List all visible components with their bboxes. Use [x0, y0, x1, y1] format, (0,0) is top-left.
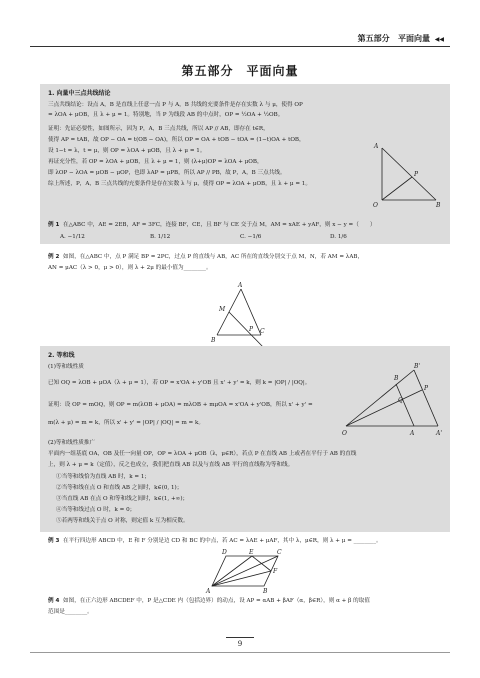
fig-label-O: O	[342, 430, 347, 437]
example3-label: 例 3	[48, 538, 60, 544]
example4-text: 如图，在正六边形 ABCDEF 中，P 是△CDE 内（包括边界）的动点，设 AP = αAB + βAF（α，β∈R），则 α + β 的取值	[63, 598, 370, 604]
section2-sub2: (2)等和线性质推广	[48, 440, 96, 446]
fig-label-B: B	[211, 337, 216, 344]
example3-question	[48, 538, 382, 545]
example4-line1	[48, 598, 370, 605]
header-topic: 平面向量	[397, 34, 430, 43]
section2-heading: 2. 等和线	[48, 352, 75, 359]
section2-item: ②当等和线在点 O 和直线 AB 之间时，k∈(0, 1)；	[56, 485, 183, 491]
section1-conclusion: 综上所述，P，A，B 三点共线的充要条件是存在实数 λ 与 μ，使得 OP = λOA + μOB，且 λ + μ = 1。	[48, 181, 311, 187]
fig-label-M: M	[219, 306, 226, 313]
parallelogram-figure	[206, 548, 286, 594]
example1-option-d: D. 1/6	[330, 234, 347, 240]
section2-item: ①当等和线恰为直线 AB 时，k = 1；	[56, 474, 151, 480]
fig-label-B-prime: B'	[414, 363, 421, 370]
fig-label-C: C	[277, 549, 282, 556]
section2-proof-line: 证明：设 OP = mOQ，则 OP = m(λOB + μOA) = mλOB + mμOA = x'OA + y'OB，所以 x' + y' =	[48, 402, 313, 408]
fig-label-Q: Q	[398, 397, 403, 404]
example3-text: 在平行四边形 ABCD 中，E 和 F 分别是边 CD 和 BC 的中点，若 AC = λAE + μAF，其中 λ，μ∈R，则 λ + μ = ________。	[63, 538, 382, 544]
header-part: 第五部分	[357, 34, 390, 43]
fig-label-B: B	[436, 202, 441, 209]
example2-line1	[48, 254, 363, 261]
fig-label-A: A	[410, 430, 415, 437]
example2-label: 例 2	[48, 254, 60, 260]
section1-proof-line: 使得 AP = tAB，故 OP − OA = t(OB − OA)，所以 OP = OA + tOB − tOA = (1−t)OA + tOB，	[48, 137, 305, 143]
fig-label-A: A	[206, 588, 211, 595]
section2-sub1: (1)等和线性质	[48, 364, 84, 370]
example1-option-a: A. −1/12	[60, 234, 85, 240]
page-title: 第五部分 平面向量	[181, 64, 299, 78]
example4-label: 例 4	[48, 598, 60, 604]
example2-text: 如图，在△ABC 中，点 P 满足 BP = 2PC，过点 P 的直线与 AB，AC 所在的直线分别交于点 M，N，若 AM = λAB，	[63, 254, 364, 260]
fig-label-P: P	[249, 326, 254, 333]
section1-proof-line: 证明：先证必要性，如图所示，因为 P，A，B 三点共线，所以 AP // AB，即存在 t∈R，	[48, 126, 269, 132]
example2-line2: AN = μAC（λ > 0，μ > 0），则 λ + 2μ 的最小值为________。	[48, 265, 212, 271]
fig-label-P: P	[414, 171, 419, 178]
running-header	[358, 33, 444, 44]
example1-option-b: B. 1/12	[150, 234, 171, 240]
fig-label-C: C	[260, 328, 265, 335]
example4-line2: 范围是________。	[48, 609, 93, 615]
example2-triangle-figure	[205, 283, 275, 353]
section2-item: ④当等和线过点 O 时，k = 0；	[56, 507, 136, 513]
section2-item: ⑤若两等和线关于点 O 对称，则定值 k 互为相反数。	[56, 518, 189, 524]
section2-property-line: 已知 OQ = λOB + μOA（λ + μ = 1），若 OP = x'OA + y'OB 且 x' + y' = k，则 k = |OP| / |OQ|。	[48, 380, 311, 386]
section1-proof-line: 设 1−t = λ，t = μ，则 OP = λOA + μOB，且 λ + μ = 1。	[48, 148, 206, 154]
page-number-rule	[226, 637, 254, 638]
fig-label-F: F	[273, 568, 278, 575]
section1-line: 三点共线结论：设点 A，B 是直线上任意一点 P 与 A，B 共线的充要条件是存在实数 λ 与 μ，使得 OP	[48, 102, 303, 108]
fig-label-D: D	[222, 549, 227, 556]
section2-proof-line: m(λ + μ) = m = k，所以 x' + y' = |OP| / |OQ| = m = k。	[48, 420, 204, 426]
page-number: 9	[237, 640, 243, 648]
fig-label-O: O	[373, 202, 378, 209]
fig-label-A: A	[238, 282, 243, 289]
example1-option-c: C. −1/6	[240, 234, 262, 240]
example1-question	[48, 222, 376, 229]
collinear-triangle-figure	[370, 140, 450, 212]
header-arrow-icon: ◀◀	[434, 36, 444, 43]
section2-item: ③当直线 AB 在点 O 和等和线之间时，k∈(1, +∞)；	[56, 496, 189, 502]
fig-label-P: P	[424, 385, 429, 392]
equal-sum-line-figure	[342, 360, 448, 440]
fig-label-B: B	[263, 588, 268, 595]
footer-rule	[30, 652, 450, 653]
section1-heading: 1. 向量中三点共线结论	[48, 90, 111, 97]
fig-label-B: B	[394, 375, 399, 382]
fig-label-A-prime: A'	[436, 430, 442, 437]
section2-generalization-line: 平面内一组基底 OA，OB 及任一向量 OP，OP = λOA + μOB（λ，μ∈R），若点 P 在直线 AB 上或者在平行于 AB 的直线	[48, 451, 357, 457]
example1-text: 在△ABC 中，AE = 2EB，AF = 3FC，连接 BF，CE，且 BF 与 CE 交于点 M，AM = xAE + yAF，则 x − y =（ ）	[63, 222, 376, 228]
section2-generalization-line: 上，则 λ + μ = k（定值），反之也成立，我们把直线 AB 以及与直线 AB 平行的直线称为等和线。	[48, 462, 294, 468]
example1-label: 例 1	[48, 222, 60, 228]
fig-label-E: E	[249, 549, 254, 556]
section1-line: = λOA + μOB，且 λ + μ = 1。特别地，当 P 为线段 AB 的中点时，OP = ½OA + ½OB。	[48, 112, 284, 118]
section1-proof-line: 即 λOP − λOA = μOB − μOP，也即 λAP = μPB，所以 AP // PB，故 P，A，B 三点共线。	[48, 170, 286, 176]
section1-proof-line: 再证充分性，若 OP = λOA + μOB，且 λ + μ = 1，则 (λ+μ)OP = λOA + μOB，	[48, 159, 263, 165]
fig-label-A: A	[374, 143, 379, 150]
header-rule	[30, 46, 450, 47]
